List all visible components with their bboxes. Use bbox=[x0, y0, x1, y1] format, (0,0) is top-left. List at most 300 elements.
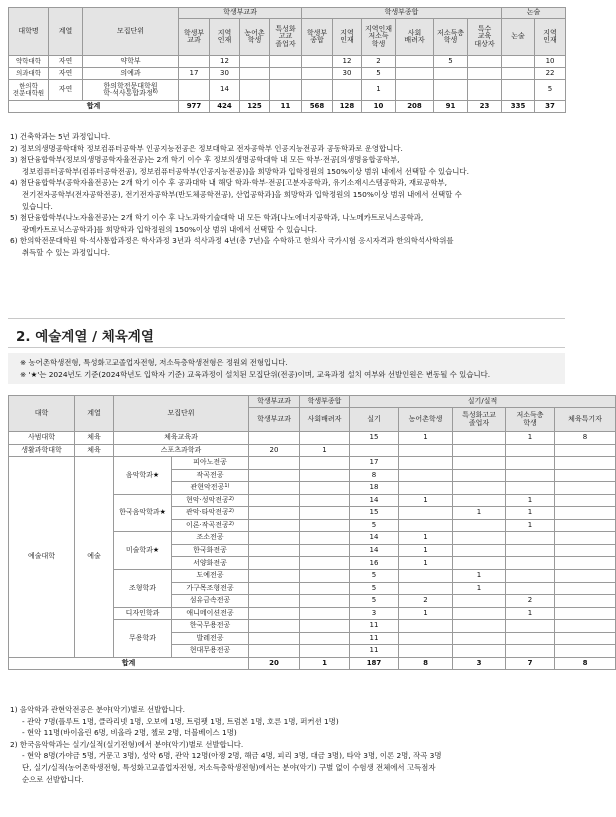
total-value: 424 bbox=[210, 101, 240, 113]
cell-value bbox=[453, 469, 506, 482]
cell-value bbox=[300, 595, 350, 608]
cell-value bbox=[302, 80, 333, 101]
cell-value: 5 bbox=[350, 570, 399, 583]
header-univ: 대학 bbox=[9, 396, 75, 432]
cell-value: 5 bbox=[362, 68, 396, 80]
header-track: 계열 bbox=[49, 8, 83, 56]
section-title: 2. 예술계열 / 체육계열 bbox=[16, 329, 154, 345]
cell-value bbox=[555, 632, 616, 645]
unit-name: 한의학전문대학원 학·석사통합과정 bbox=[103, 81, 158, 97]
header-group-school-record: 학생부교과 bbox=[249, 396, 300, 408]
cell-value: 1 bbox=[506, 519, 555, 532]
cell-value bbox=[399, 444, 453, 457]
major-name: 작곡전공 bbox=[196, 470, 224, 479]
header-col: 사회 배려자 bbox=[396, 19, 434, 56]
cell-value bbox=[453, 620, 506, 633]
header-unit: 모집단위 bbox=[83, 8, 179, 56]
cell-value bbox=[300, 469, 350, 482]
cell-track: 체육 bbox=[75, 432, 114, 445]
cell-value bbox=[300, 582, 350, 595]
cell-value: 1 bbox=[399, 544, 453, 557]
header-univ: 대학명 bbox=[9, 8, 49, 56]
cell-value bbox=[333, 80, 362, 101]
cell-major bbox=[172, 557, 249, 570]
cell-track: 예술 bbox=[75, 457, 114, 658]
cell-major bbox=[172, 494, 249, 507]
cell-major bbox=[172, 620, 249, 633]
header-track: 계열 bbox=[75, 396, 114, 432]
cell-value: 14 bbox=[350, 494, 399, 507]
major-name: 한국화전공 bbox=[193, 546, 227, 555]
major-name: 조소전공 bbox=[196, 533, 224, 542]
cell-value bbox=[555, 469, 616, 482]
cell-value bbox=[249, 595, 300, 608]
cell-value bbox=[300, 457, 350, 470]
cell-value: 5 bbox=[350, 595, 399, 608]
cell-value: 1 bbox=[399, 557, 453, 570]
total-value: 37 bbox=[535, 101, 566, 113]
cell-value bbox=[399, 582, 453, 595]
cell-value bbox=[399, 632, 453, 645]
cell-value bbox=[249, 519, 300, 532]
cell-value bbox=[453, 494, 506, 507]
cell-value bbox=[453, 457, 506, 470]
header-col: 지역 인재 bbox=[535, 19, 566, 56]
cell-value bbox=[396, 68, 434, 80]
footnote-line: 2) 한국음악학과는 실기/실적(실기전형)에서 분야(악기)별로 선발합니다. bbox=[10, 739, 244, 749]
cell-value bbox=[249, 607, 300, 620]
major-name: 관현악전공 bbox=[190, 483, 225, 492]
table2-footnotes bbox=[10, 704, 565, 785]
total-value: 91 bbox=[434, 101, 468, 113]
cell-value bbox=[249, 570, 300, 583]
cell-major bbox=[172, 482, 249, 495]
header-group-comprehensive: 학생부종합 bbox=[300, 396, 350, 408]
header-group-school-record: 학생부교과 bbox=[179, 8, 302, 19]
cell-value bbox=[249, 557, 300, 570]
cell-unit: 체육교육과 bbox=[114, 432, 249, 445]
cell-value: 2 bbox=[506, 595, 555, 608]
cell-value: 17 bbox=[179, 68, 210, 80]
cell-value bbox=[506, 570, 555, 583]
cell-value bbox=[300, 519, 350, 532]
major-name: 관악·타악전공 bbox=[186, 508, 229, 517]
cell-value bbox=[302, 68, 333, 80]
cell-value bbox=[249, 457, 300, 470]
cell-value bbox=[502, 80, 535, 101]
header-col: 특성화고교 졸업자 bbox=[453, 408, 506, 432]
cell-univ: 사범대학 bbox=[9, 432, 75, 445]
cell-department: 미술학과★ bbox=[114, 532, 172, 570]
cell-value bbox=[399, 469, 453, 482]
cell-value bbox=[468, 68, 502, 80]
cell-value bbox=[555, 494, 616, 507]
cell-value: 11 bbox=[350, 620, 399, 633]
notice-box bbox=[8, 353, 565, 384]
cell-value: 5 bbox=[434, 56, 468, 68]
cell-value: 14 bbox=[210, 80, 240, 101]
table-row bbox=[9, 56, 566, 68]
cell-value bbox=[300, 557, 350, 570]
cell-value bbox=[506, 482, 555, 495]
footnote-line: 단, 실기/실적(농어촌학생전형, 특성화고교졸업자전형, 저소득층학생전형)에서는 분야(악기) 구별 없이 수험생 전체에서 고득점자 bbox=[22, 762, 436, 772]
cell-value bbox=[555, 645, 616, 658]
unit-footnote-mark: 6) bbox=[152, 89, 158, 95]
cell-value bbox=[399, 482, 453, 495]
table-row bbox=[9, 80, 566, 101]
cell-value bbox=[453, 607, 506, 620]
cell-value: 12 bbox=[333, 56, 362, 68]
major-name: 피아노전공 bbox=[193, 458, 227, 467]
cell-department: 조형학과 bbox=[114, 570, 172, 608]
cell-value: 14 bbox=[350, 532, 399, 545]
cell-major bbox=[172, 519, 249, 532]
cell-major bbox=[172, 645, 249, 658]
cell-value bbox=[506, 582, 555, 595]
footnote-line: 전기전자공학부(전자공학전공), 전기전자공학부(반도체공학전공), 산업공학과]을 희망학과 입학정원의 150%이상 범위 내에서 선택할 수 bbox=[22, 189, 462, 199]
cell-major bbox=[172, 544, 249, 557]
cell-univ: 의과대학 bbox=[9, 68, 49, 80]
cell-value: 5 bbox=[535, 80, 566, 101]
header-col: 특성화 고교 졸업자 bbox=[270, 19, 302, 56]
cell-value: 1 bbox=[362, 80, 396, 101]
cell-value bbox=[555, 457, 616, 470]
admission-table-1 bbox=[8, 7, 566, 113]
cell-major bbox=[172, 469, 249, 482]
footnote-line: 6) 한의학전문대학원 학·석사통합과정은 학사과정 3년과 석사과정 4년(총 7년)을 수학하고 한의사 국가시험 응시자격과 한의학석사학위를 bbox=[10, 236, 454, 246]
cell-value: 1 bbox=[506, 607, 555, 620]
cell-value: 30 bbox=[210, 68, 240, 80]
total-value: 8 bbox=[399, 657, 453, 669]
cell-value: 1 bbox=[453, 570, 506, 583]
cell-value: 11 bbox=[350, 645, 399, 658]
cell-value bbox=[506, 620, 555, 633]
cell-value bbox=[453, 544, 506, 557]
cell-value: 1 bbox=[506, 432, 555, 445]
major-name: 한국무용전공 bbox=[189, 621, 231, 630]
cell-value: 3 bbox=[350, 607, 399, 620]
table-row bbox=[9, 444, 616, 457]
cell-value bbox=[506, 457, 555, 470]
cell-value bbox=[249, 544, 300, 557]
footnote-line: - 관악 7명(플루트 1명, 클라리넷 1명, 오보에 1명, 트럼펫 1명, 트럼본 1명, 호른 1명, 퍼커션 1명) bbox=[22, 716, 339, 726]
cell-value bbox=[300, 494, 350, 507]
cell-value: 11 bbox=[350, 632, 399, 645]
cell-value bbox=[468, 56, 502, 68]
header-col: 지역 인재 bbox=[210, 19, 240, 56]
cell-value: 5 bbox=[350, 519, 399, 532]
header-col: 논술 bbox=[502, 19, 535, 56]
table-row bbox=[9, 457, 616, 470]
admission-table-2 bbox=[8, 395, 616, 670]
header-col: 농어촌 학생 bbox=[240, 19, 270, 56]
cell-value bbox=[302, 56, 333, 68]
cell-univ: 약학대학 bbox=[9, 56, 49, 68]
cell-value bbox=[453, 532, 506, 545]
cell-value: 8 bbox=[350, 469, 399, 482]
cell-value bbox=[240, 68, 270, 80]
cell-value: 1 bbox=[399, 494, 453, 507]
header-col: 학생부교과 bbox=[249, 408, 300, 432]
cell-value bbox=[555, 582, 616, 595]
cell-value: 1 bbox=[300, 444, 350, 457]
table-row bbox=[9, 68, 566, 80]
cell-value: 17 bbox=[350, 457, 399, 470]
header-col: 저소득층 학생 bbox=[506, 408, 555, 432]
cell-univ: 예술대학 bbox=[9, 457, 75, 658]
cell-value bbox=[468, 80, 502, 101]
cell-department: 무용학과 bbox=[114, 620, 172, 658]
footnote-line: 있습니다. bbox=[22, 201, 53, 211]
total-value: 23 bbox=[468, 101, 502, 113]
cell-value: 1 bbox=[399, 607, 453, 620]
cell-value bbox=[249, 469, 300, 482]
cell-value bbox=[300, 620, 350, 633]
cell-value bbox=[555, 532, 616, 545]
header-col: 특수 교육 대상자 bbox=[468, 19, 502, 56]
header-col: 실기 bbox=[350, 408, 399, 432]
cell-value bbox=[453, 519, 506, 532]
cell-value bbox=[350, 444, 399, 457]
cell-major bbox=[172, 457, 249, 470]
cell-value bbox=[249, 482, 300, 495]
cell-value bbox=[506, 632, 555, 645]
footnote-line: 3) 첨단융합학부(정보의생명공학자율전공)는 2개 학기 이수 후 정보의생명공학대학 내 모든 학부·전공[의생명융합공학부, bbox=[10, 155, 400, 165]
cell-value bbox=[240, 56, 270, 68]
cell-value bbox=[506, 532, 555, 545]
cell-value bbox=[506, 557, 555, 570]
header-group-practical: 실기/실적 bbox=[350, 396, 616, 408]
cell-value bbox=[249, 645, 300, 658]
cell-major bbox=[172, 582, 249, 595]
header-col: 저소득층 학생 bbox=[434, 19, 468, 56]
header-unit: 모집단위 bbox=[114, 396, 249, 432]
cell-track: 자연 bbox=[49, 56, 83, 68]
cell-value bbox=[453, 595, 506, 608]
cell-value: 1 bbox=[399, 532, 453, 545]
cell-value bbox=[249, 582, 300, 595]
cell-value bbox=[300, 544, 350, 557]
cell-track: 자연 bbox=[49, 80, 83, 101]
section-header bbox=[8, 318, 565, 348]
footnote-line: - 현악 11명(바이올린 6명, 비올라 2명, 첼로 2명, 더블베이스 1명) bbox=[22, 728, 237, 738]
header-group-essay: 논술 bbox=[502, 8, 566, 19]
cell-value bbox=[434, 80, 468, 101]
major-name: 섬유금속전공 bbox=[189, 596, 231, 605]
cell-value bbox=[179, 80, 210, 101]
cell-value bbox=[555, 444, 616, 457]
cell-value: 15 bbox=[350, 432, 399, 445]
major-footnote-mark: 2) bbox=[228, 495, 234, 502]
cell-value bbox=[300, 632, 350, 645]
notice-line: ※ 농어촌학생전형, 특성화고교졸업자전형, 저소득층학생전형은 정원외 전형입니다. bbox=[20, 358, 288, 367]
cell-value: 14 bbox=[350, 544, 399, 557]
cell-value: 2 bbox=[362, 56, 396, 68]
unit-name: 의예과 bbox=[120, 68, 141, 77]
cell-value: 1 bbox=[453, 582, 506, 595]
cell-value bbox=[399, 645, 453, 658]
cell-unit bbox=[83, 68, 179, 80]
cell-value bbox=[453, 557, 506, 570]
major-footnote-mark: 2) bbox=[228, 508, 234, 515]
cell-value bbox=[249, 532, 300, 545]
total-value: 11 bbox=[270, 101, 302, 113]
cell-department: 디자인학과 bbox=[114, 607, 172, 620]
cell-value: 20 bbox=[249, 444, 300, 457]
unit-name: 약학부 bbox=[120, 56, 141, 65]
cell-unit bbox=[83, 56, 179, 68]
cell-value bbox=[270, 56, 302, 68]
cell-value bbox=[453, 444, 506, 457]
cell-track: 체육 bbox=[75, 444, 114, 457]
cell-value bbox=[506, 469, 555, 482]
header-col: 지역인재 저소득 학생 bbox=[362, 19, 396, 56]
cell-value bbox=[300, 507, 350, 520]
total-value: 20 bbox=[249, 657, 300, 669]
footnote-line: 1) 건축학과는 5년 과정입니다. bbox=[10, 132, 111, 141]
cell-univ: 생활과학대학 bbox=[9, 444, 75, 457]
footnote-line: 취득할 수 있는 과정입니다. bbox=[22, 247, 110, 257]
cell-value bbox=[502, 56, 535, 68]
cell-value bbox=[506, 444, 555, 457]
cell-value bbox=[300, 645, 350, 658]
major-footnote-mark: 1) bbox=[224, 483, 230, 490]
header-col: 농어촌학생 bbox=[399, 408, 453, 432]
major-name: 애니메이션전공 bbox=[186, 608, 234, 617]
cell-value bbox=[453, 645, 506, 658]
cell-value bbox=[240, 80, 270, 101]
major-name: 도예전공 bbox=[196, 571, 224, 580]
cell-value bbox=[300, 607, 350, 620]
cell-value bbox=[453, 632, 506, 645]
cell-value: 1 bbox=[453, 507, 506, 520]
cell-department: 음악학과★ bbox=[114, 457, 172, 495]
cell-value: 2 bbox=[399, 595, 453, 608]
footnote-line: 순으로 선발합니다. bbox=[22, 774, 84, 784]
cell-major bbox=[172, 632, 249, 645]
total-value: 568 bbox=[302, 101, 333, 113]
cell-value bbox=[555, 482, 616, 495]
major-name: 발레전공 bbox=[196, 633, 224, 642]
cell-value bbox=[399, 570, 453, 583]
cell-value bbox=[502, 68, 535, 80]
cell-value bbox=[249, 432, 300, 445]
header-col: 체육특기자 bbox=[555, 408, 616, 432]
header-col: 학생부 종합 bbox=[302, 19, 333, 56]
header-col: 학생부 교과 bbox=[179, 19, 210, 56]
cell-value: 16 bbox=[350, 557, 399, 570]
cell-value bbox=[399, 519, 453, 532]
cell-value: 30 bbox=[333, 68, 362, 80]
cell-value: 5 bbox=[350, 582, 399, 595]
cell-track: 자연 bbox=[49, 68, 83, 80]
cell-major bbox=[172, 570, 249, 583]
total-value: 3 bbox=[453, 657, 506, 669]
notice-line: ※ '★'는 2024년도 기준(2024학년도 입학자 기준) 교육과정이 설치된 모집단위(전공)이며, 교육과정 설치 여부와 선발인원은 변동될 수 있습니다. bbox=[20, 369, 491, 379]
cell-value: 8 bbox=[555, 432, 616, 445]
cell-value bbox=[555, 544, 616, 557]
cell-value bbox=[249, 620, 300, 633]
cell-value bbox=[506, 645, 555, 658]
cell-department: 한국음악학과★ bbox=[114, 494, 172, 532]
cell-value bbox=[399, 620, 453, 633]
cell-value bbox=[249, 494, 300, 507]
cell-value bbox=[399, 507, 453, 520]
cell-value: 1 bbox=[399, 432, 453, 445]
total-value: 208 bbox=[396, 101, 434, 113]
cell-unit: 스포츠과학과 bbox=[114, 444, 249, 457]
cell-value bbox=[555, 519, 616, 532]
cell-value bbox=[179, 56, 210, 68]
major-name: 서양화전공 bbox=[193, 558, 227, 567]
cell-value bbox=[555, 607, 616, 620]
major-footnote-mark: 2) bbox=[228, 520, 234, 527]
total-value: 977 bbox=[179, 101, 210, 113]
cell-value bbox=[249, 632, 300, 645]
cell-univ: 한의학 전문대학원 bbox=[9, 80, 49, 101]
cell-value: 1 bbox=[506, 507, 555, 520]
header-group-comprehensive: 학생부종합 bbox=[302, 8, 502, 19]
table-row bbox=[9, 432, 616, 445]
total-value: 8 bbox=[555, 657, 616, 669]
total-label: 합계 bbox=[9, 657, 249, 669]
total-value: 128 bbox=[333, 101, 362, 113]
header-col: 사회배려자 bbox=[300, 408, 350, 432]
cell-value bbox=[555, 570, 616, 583]
cell-major bbox=[172, 507, 249, 520]
cell-value bbox=[300, 432, 350, 445]
footnote-line: 1) 음악학과 관현악전공은 분야(악기)별로 선발합니다. bbox=[10, 705, 186, 714]
footnote-line: - 현악 8명(가야금 5명, 거문고 3명), 성악 6명, 관악 12명(아쟁 2명, 해금 4명, 피리 3명, 대금 3명), 타악 3명, 이론 2명, 작곡 3명 bbox=[22, 751, 442, 761]
cell-value: 18 bbox=[350, 482, 399, 495]
total-value: 1 bbox=[300, 657, 350, 669]
total-label: 합계 bbox=[9, 101, 179, 113]
footnote-line: 5) 첨단융합학부(나노자율전공)는 2개 학기 이수 후 나노과학기술대학 내 모든 학과[나노에너지공학과, 나노메카트로닉스공학과, bbox=[10, 213, 424, 223]
cell-value: 1 bbox=[506, 494, 555, 507]
cell-value bbox=[396, 56, 434, 68]
cell-value bbox=[396, 80, 434, 101]
total-value: 125 bbox=[240, 101, 270, 113]
cell-unit bbox=[83, 80, 179, 101]
cell-value bbox=[270, 68, 302, 80]
cell-value bbox=[453, 482, 506, 495]
total-value: 7 bbox=[506, 657, 555, 669]
cell-value bbox=[399, 457, 453, 470]
major-name: 현악·성악전공 bbox=[186, 495, 229, 504]
cell-major bbox=[172, 532, 249, 545]
major-name: 가구목조형전공 bbox=[186, 583, 234, 592]
cell-value: 15 bbox=[350, 507, 399, 520]
cell-value bbox=[555, 620, 616, 633]
cell-value bbox=[300, 482, 350, 495]
cell-major bbox=[172, 607, 249, 620]
cell-value bbox=[555, 557, 616, 570]
cell-value bbox=[506, 544, 555, 557]
footnote-line: 2) 정보의생명공학대학 정보컴퓨터공학부 인공지능전공은 정보대학교 전자공학부 인공지능전공과 공동학과로 운영합니다. bbox=[10, 143, 403, 153]
major-name: 현대무용전공 bbox=[189, 646, 231, 655]
cell-value bbox=[249, 507, 300, 520]
cell-major bbox=[172, 595, 249, 608]
total-value: 10 bbox=[362, 101, 396, 113]
major-name: 이론·작곡전공 bbox=[186, 520, 229, 529]
cell-value: 10 bbox=[535, 56, 566, 68]
cell-value bbox=[300, 532, 350, 545]
total-value: 187 bbox=[350, 657, 399, 669]
total-value: 335 bbox=[502, 101, 535, 113]
footnote-line: 정보컴퓨터공학부(컴퓨터공학전공), 정보컴퓨터공학부(인공지능전공)]을 희망학과 입학정원의 150%이상 범위 내에서 선택할 수 있습니다. bbox=[22, 166, 469, 176]
table1-footnotes bbox=[10, 131, 565, 259]
cell-value bbox=[434, 68, 468, 80]
